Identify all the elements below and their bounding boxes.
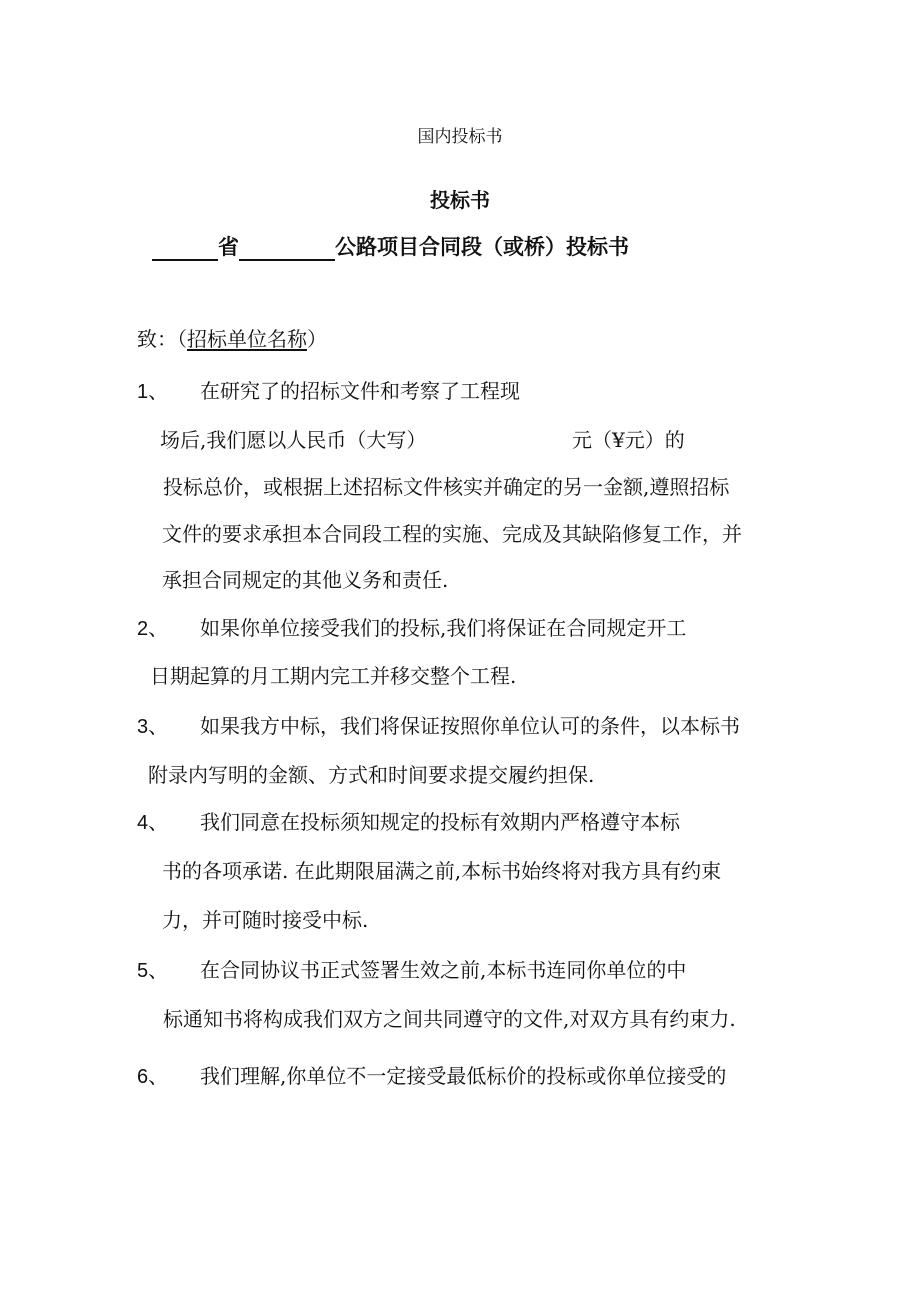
project-blank (239, 237, 335, 261)
clause-amount-suffix: 元（¥元）的 (572, 428, 685, 452)
salutation-recipient: 招标单位名称 (187, 327, 307, 351)
subtitle-province-label: 省 (218, 235, 239, 259)
clause-line: 我们理解,你单位不一定接受最低标价的投标或你单位接受的 (200, 1064, 727, 1088)
clause-line: 承担合同规定的其他义务和责任. (162, 568, 449, 592)
clause-number: 6、 (137, 1066, 169, 1088)
clause-line: 标通知书将构成我们双方之间共同遵守的文件,对双方具有约束力. (163, 1007, 736, 1031)
document-header: 国内投标书 (417, 127, 503, 147)
clause-line: 投标总价，或根据上述招标文件核实并确定的另一金额,遵照招标 (163, 475, 730, 499)
salutation-prefix: 致：（ (137, 327, 187, 351)
clause-line: 如果我方中标，我们将保证按照你单位认可的条件，以本标书 (200, 714, 740, 738)
clause-line: 附录内写明的金额、方式和时间要求提交履约担保. (148, 763, 595, 787)
clause-line: 如果你单位接受我们的投标,我们将保证在合同规定开工 (200, 616, 687, 640)
clause-number: 5、 (137, 960, 169, 982)
document-subtitle (152, 231, 629, 261)
clause-line: 书的各项承诺. 在此期限届满之前,本标书始终将对我方具有约束 (162, 859, 722, 883)
clause-line: 日期起算的月工期内完工并移交整个工程. (150, 664, 517, 688)
clause-line: 文件的要求承担本合同段工程的实施、完成及其缺陷修复工作，并 (162, 522, 742, 546)
clause-line: 场后,我们愿以人民币（大写） (160, 428, 427, 452)
subtitle-rest-label: 公路项目合同段（或桥）投标书 (335, 235, 629, 259)
clause-number: 3、 (137, 716, 169, 738)
clause-line: 在合同协议书正式签署生效之前,本标书连同你单位的中 (200, 958, 687, 982)
clause-number: 4、 (137, 812, 169, 834)
salutation (137, 323, 327, 352)
clause-line: 力，并可随时接受中标. (162, 908, 369, 932)
province-blank (152, 237, 218, 261)
clause-line: 在研究了的招标文件和考察了工程现 (200, 379, 520, 403)
document-title: 投标书 (430, 188, 490, 212)
clause-number: 1、 (137, 381, 169, 403)
clause-number: 2、 (137, 618, 169, 640)
clause-line: 我们同意在投标须知规定的投标有效期内严格遵守本标 (200, 810, 680, 834)
salutation-suffix: ） (307, 327, 327, 351)
